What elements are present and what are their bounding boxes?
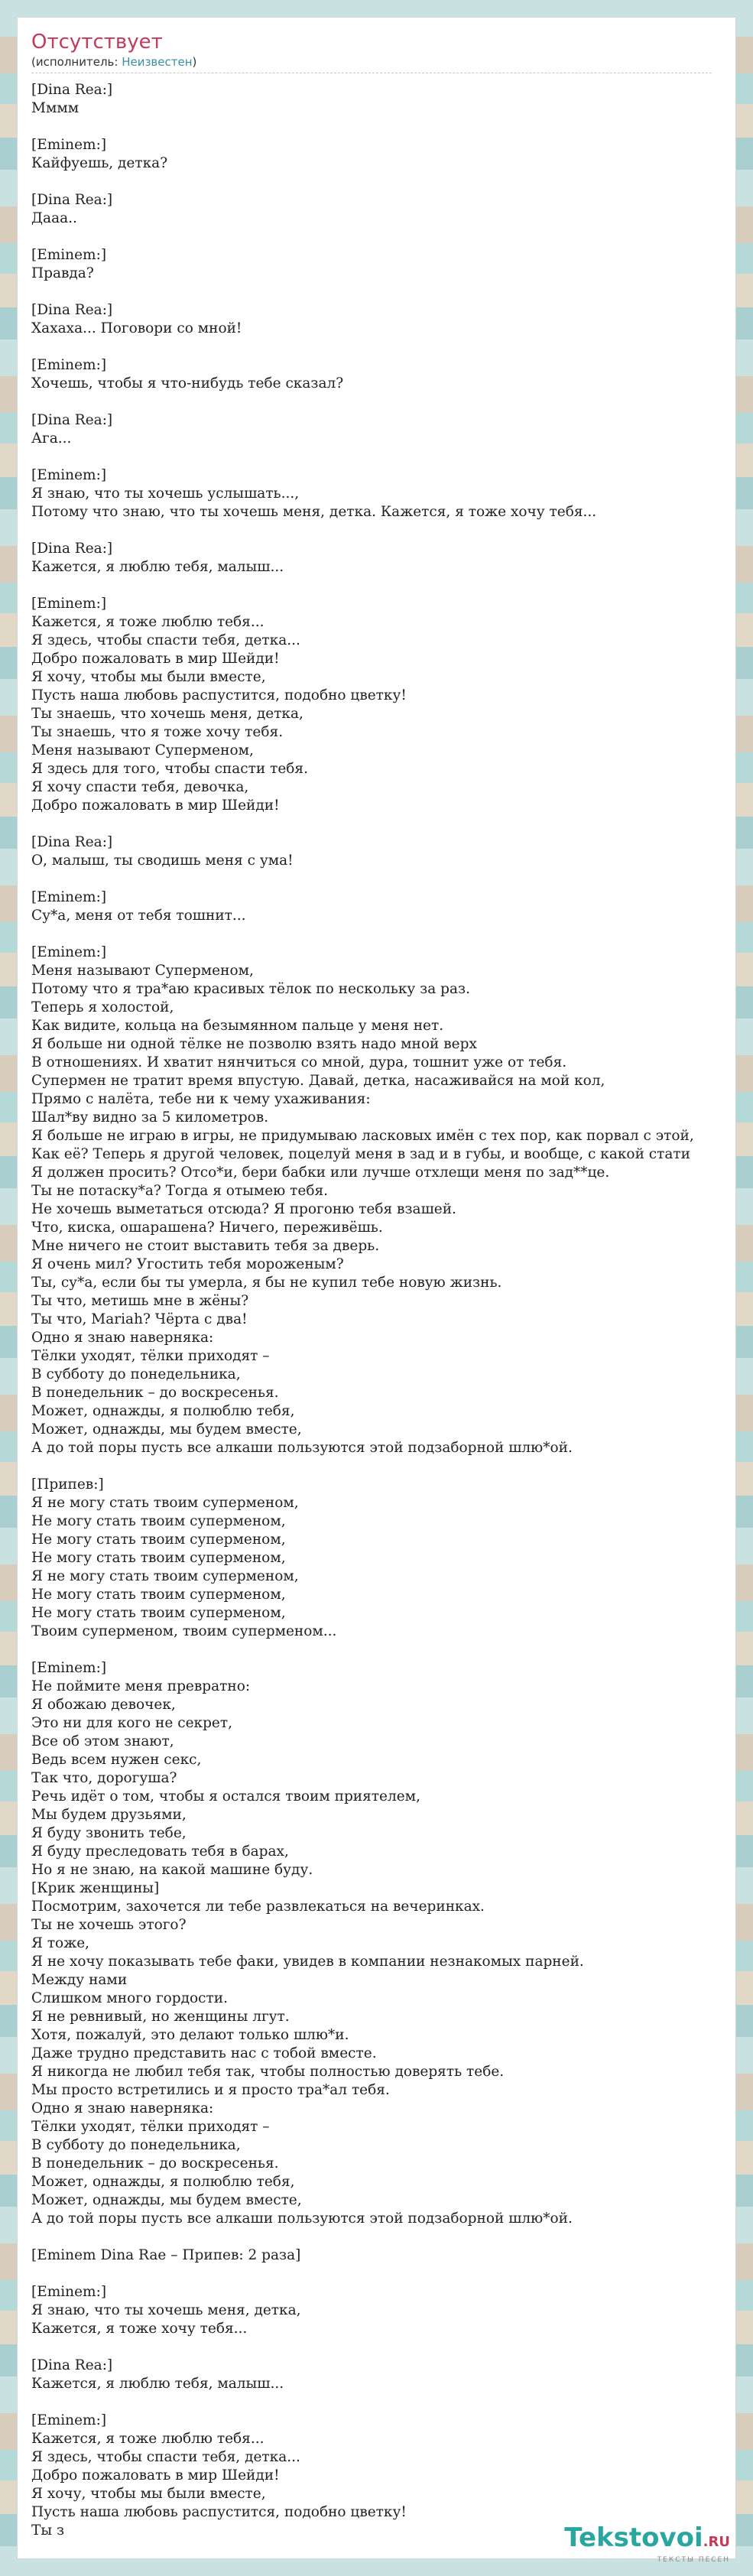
lyric-line: Я никогда не любил тебя так, чтобы полностью доверять тебе.	[31, 2064, 505, 2080]
lyric-line: Я хочу, чтобы мы были вместе,	[31, 669, 266, 685]
lyric-stanza	[31, 136, 722, 173]
lyric-line: Я очень мил? Угостить тебя мороженым?	[31, 1256, 344, 1272]
lyric-line: Я знаю, что ты хочешь меня, детка,	[31, 2302, 301, 2318]
lyric-line: Я здесь, чтобы спасти тебя, детка...	[31, 632, 300, 648]
lyric-line: Тёлки уходят, тёлки приходят –	[31, 1348, 270, 1364]
lyric-line: [Dina Rea:]	[31, 834, 113, 850]
lyric-line: Речь идёт о том, чтобы я остался твоим приятелем,	[31, 1788, 420, 1804]
lyric-line: Ты не хочешь этого?	[31, 1917, 187, 1933]
lyric-stanza	[31, 2357, 722, 2393]
lyric-line: Не поймите меня превратно:	[31, 1678, 251, 1694]
lyric-line: Но я не знаю, на какой машине буду.	[31, 1862, 313, 1878]
performer-suffix: )	[192, 55, 197, 69]
lyric-line: Ага...	[31, 430, 72, 447]
lyric-line: Я хочу спасти тебя, девочка,	[31, 779, 249, 795]
lyric-line: В отношениях. И хватит нянчиться со мной, дура, тошнит уже от тебя.	[31, 1054, 567, 1070]
lyric-stanza	[31, 540, 722, 577]
lyric-line: Кайфуешь, детка?	[31, 155, 168, 171]
song-header	[18, 18, 735, 73]
lyric-line: Я хочу, чтобы мы были вместе,	[31, 2486, 266, 2502]
lyric-line: [Eminem:]	[31, 944, 107, 960]
lyric-line: Тёлки уходят, тёлки приходят –	[31, 2119, 270, 2135]
lyric-line: А до той поры пусть все алкаши пользуются этой подзаборной шлю*ой.	[31, 2211, 573, 2227]
lyric-line: Я знаю, что ты хочешь услышать...,	[31, 486, 300, 502]
lyric-line: [Eminem:]	[31, 467, 107, 483]
lyric-line: [Dina Rea:]	[31, 192, 113, 208]
lyric-stanza	[31, 411, 722, 448]
lyric-line: Что, киска, ошарашена? Ничего, переживёшь.	[31, 1220, 383, 1236]
lyric-line: Не могу стать твоим суперменом,	[31, 1605, 286, 1621]
lyric-line: Я тоже,	[31, 1935, 90, 1951]
lyric-line: Супермен не тратит время впустую. Давай, детка, насаживайся на мой кол,	[31, 1073, 605, 1089]
lyric-line: Добро пожаловать в мир Шейди!	[31, 2467, 280, 2483]
lyric-line: Правда?	[31, 265, 94, 281]
lyric-line: Может, однажды, я полюблю тебя,	[31, 2174, 295, 2190]
lyric-line: [Eminem:]	[31, 137, 107, 153]
lyric-stanza	[31, 833, 722, 870]
lyric-line: [Dina Rea:]	[31, 2357, 113, 2373]
lyric-line: Су*а, меня от тебя тошнит...	[31, 908, 246, 924]
lyric-line: Меня называют Суперменом,	[31, 963, 254, 979]
lyric-line: Прямо с налёта, тебе ни к чему ухаживания:	[31, 1091, 371, 1107]
lyric-line: Я больше не играю в игры, не придумываю ласковых имён с тех пор, как порвал с этой,	[31, 1128, 694, 1144]
performer-prefix: (исполнитель:	[31, 55, 122, 69]
lyric-stanza	[31, 944, 722, 1457]
lyric-line: Не хочешь выметаться отсюда? Я прогоню тебя взашей.	[31, 1201, 456, 1217]
lyric-stanza	[31, 191, 722, 228]
lyric-line: [Крик женщины]	[31, 1880, 160, 1896]
lyric-line: Я не могу стать твоим суперменом,	[31, 1495, 299, 1511]
lyric-stanza	[31, 888, 722, 925]
performer-line	[31, 54, 712, 73]
performer-link[interactable]: Неизвестен	[122, 55, 193, 69]
lyric-line: Мммм	[31, 100, 80, 116]
lyric-line: [Dina Rea:]	[31, 82, 113, 98]
lyric-line: Кажется, я тоже люблю тебя...	[31, 614, 265, 630]
lyric-line: Кажется, я тоже хочу тебя...	[31, 2321, 248, 2337]
lyric-line: Хочешь, чтобы я что-нибудь тебе сказал?	[31, 375, 344, 391]
logo-tagline: ТЕКСТЫ ПЕСЕН	[657, 2556, 730, 2564]
lyric-line: Кажется, я люблю тебя, малыш...	[31, 559, 284, 575]
lyric-line: [Припев:]	[31, 1476, 104, 1493]
lyric-line: Ведь всем нужен секс,	[31, 1752, 202, 1768]
lyric-line: [Eminem:]	[31, 1660, 107, 1676]
lyric-line: Я не ревнивый, но женщины лгут.	[31, 2009, 290, 2025]
lyric-line: Потому что я тра*аю красивых тёлок по нескольку за раз.	[31, 981, 470, 997]
lyric-line: Добро пожаловать в мир Шейди!	[31, 797, 280, 814]
logo-name: Tekstovoi	[564, 2522, 703, 2553]
lyric-stanza	[31, 81, 722, 118]
lyric-line: Посмотрим, захочется ли тебе развлекаться на вечеринках.	[31, 1899, 485, 1915]
lyric-stanza	[31, 2283, 722, 2338]
lyric-line: Добро пожаловать в мир Шейди!	[31, 651, 280, 667]
lyric-line: Слишком много гордости.	[31, 1990, 228, 2006]
lyric-line: Меня называют Суперменом,	[31, 742, 254, 759]
lyric-line: В субботу до понедельника,	[31, 1366, 241, 1382]
lyric-line: Мы будем друзьями,	[31, 1807, 187, 1823]
lyric-line: Потому что знаю, что ты хочешь меня, детка. Кажется, я тоже хочу тебя...	[31, 504, 597, 520]
lyric-line: [Dina Rea:]	[31, 541, 113, 557]
lyric-line: Может, однажды, мы будем вместе,	[31, 2192, 302, 2208]
lyric-line: Все об этом знают,	[31, 1733, 174, 1749]
lyric-line: [Dina Rea:]	[31, 412, 113, 428]
lyric-stanza	[31, 301, 722, 338]
lyric-line: Я не могу стать твоим суперменом,	[31, 1568, 299, 1584]
lyric-stanza	[31, 595, 722, 815]
lyric-line: Не могу стать твоим суперменом,	[31, 1513, 286, 1529]
lyric-line: Я обожаю девочек,	[31, 1697, 176, 1713]
lyrics-body	[18, 73, 735, 2540]
lyric-line: Пусть наша любовь распустится, подобно цветку!	[31, 2504, 407, 2520]
lyric-line: Хотя, пожалуй, это делают только шлю*и.	[31, 2027, 349, 2043]
lyric-line: Как её? Теперь я другой человек, поцелуй меня в зад и в губы, и вообще, с какой стати	[31, 1146, 690, 1162]
lyric-line: Ты знаешь, что я тоже хочу тебя.	[31, 724, 284, 740]
lyric-stanza	[31, 356, 722, 393]
lyric-line: Даже трудно представить нас с тобой вместе.	[31, 2045, 377, 2061]
lyric-line: Я не хочу показывать тебе факи, увидев в компании незнакомых парней.	[31, 1954, 584, 1970]
lyric-line: Я здесь для того, чтобы спасти тебя.	[31, 761, 308, 777]
lyric-line: Ты не потаску*а? Тогда я отымею тебя.	[31, 1183, 329, 1199]
lyric-line: Я буду звонить тебе,	[31, 1825, 187, 1841]
lyric-line: [Eminem:]	[31, 247, 107, 263]
lyric-line: [Dina Rea:]	[31, 302, 113, 318]
lyric-line: Не могу стать твоим суперменом,	[31, 1587, 286, 1603]
lyric-line: Одно я знаю наверняка:	[31, 1330, 214, 1346]
lyric-stanza	[31, 1659, 722, 2228]
lyric-line: [Eminem:]	[31, 889, 107, 905]
lyric-line: [Eminem:]	[31, 2412, 107, 2428]
lyric-line: Кажется, я тоже люблю тебя...	[31, 2431, 265, 2447]
lyric-line: Ты знаешь, что хочешь меня, детка,	[31, 706, 303, 722]
lyric-line: Не могу стать твоим суперменом,	[31, 1550, 286, 1566]
lyric-line: А до той поры пусть все алкаши пользуются этой подзаборной шлю*ой.	[31, 1440, 573, 1456]
lyric-line: Ты что, метишь мне в жёны?	[31, 1293, 249, 1309]
lyric-line: Я должен просить? Отсо*и, бери бабки или лучше отхлещи меня по зад**це.	[31, 1165, 610, 1181]
lyric-line: Я буду преследовать тебя в барах,	[31, 1843, 289, 1860]
song-title: Отсутствует	[31, 31, 163, 54]
lyric-line: О, малыш, ты сводишь меня с ума!	[31, 853, 294, 869]
lyric-line: Теперь я холостой,	[31, 999, 174, 1015]
lyric-line: Может, однажды, мы будем вместе,	[31, 1421, 302, 1437]
lyric-line: Мне ничего не стоит выставить тебя за дверь.	[31, 1238, 380, 1254]
lyric-line: Я здесь, чтобы спасти тебя, детка...	[31, 2449, 300, 2465]
lyric-line: Ты з	[31, 2522, 65, 2539]
lyric-line: Шал*ву видно за 5 километров.	[31, 1109, 269, 1126]
lyric-line: В понедельник – до воскресенья.	[31, 2155, 279, 2172]
lyric-line: Не могу стать твоим суперменом,	[31, 1532, 286, 1548]
lyric-line: Так что, дорогуша?	[31, 1770, 177, 1786]
lyric-line: Кажется, я люблю тебя, малыш...	[31, 2376, 284, 2392]
lyrics-card	[17, 17, 736, 2559]
lyric-line: Дааа..	[31, 210, 77, 226]
lyric-line: Ты, су*а, если бы ты умерла, я бы не купил тебе новую жизнь.	[31, 1275, 502, 1291]
lyric-line: [Eminem:]	[31, 2284, 107, 2300]
lyric-line: [Eminem:]	[31, 596, 107, 612]
lyric-line: [Eminem Dina Rae – Припев: 2 раза]	[31, 2247, 301, 2263]
lyric-line: Как видите, кольца на безымянном пальце у меня нет.	[31, 1018, 444, 1034]
lyric-line: Между нами	[31, 1972, 128, 1988]
lyric-stanza	[31, 466, 722, 521]
lyric-line: Хахаха... Поговори со мной!	[31, 320, 242, 336]
lyric-line: Может, однажды, я полюблю тебя,	[31, 1403, 295, 1419]
lyric-line: Это ни для кого не секрет,	[31, 1715, 232, 1731]
lyric-line: [Eminem:]	[31, 357, 107, 373]
lyric-stanza	[31, 2246, 722, 2265]
logo-tld: .RU	[703, 2534, 730, 2550]
lyric-line: Мы просто встретились и я просто тра*ал тебя.	[31, 2082, 390, 2098]
lyric-stanza	[31, 246, 722, 283]
lyric-line: Твоим суперменом, твоим суперменом...	[31, 1623, 337, 1639]
site-logo[interactable]	[564, 2524, 730, 2564]
lyric-line: Я больше ни одной тёлке не позволю взять надо мной верх	[31, 1036, 477, 1052]
lyric-stanza	[31, 2412, 722, 2540]
lyric-line: В субботу до понедельника,	[31, 2137, 241, 2153]
lyric-line: Одно я знаю наверняка:	[31, 2100, 214, 2116]
lyric-stanza	[31, 1476, 722, 1641]
lyric-line: В понедельник – до воскресенья.	[31, 1385, 279, 1401]
lyric-line: Ты что, Mariah? Чёрта с два!	[31, 1311, 248, 1327]
lyric-line: Пусть наша любовь распустится, подобно цветку!	[31, 687, 407, 703]
